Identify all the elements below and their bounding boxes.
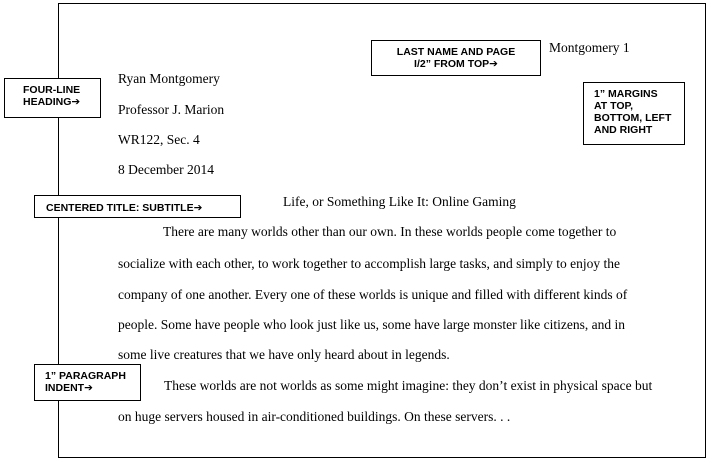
arrow-right-icon: ➔ — [71, 96, 81, 108]
callout-text: INDENT — [45, 382, 85, 394]
callout-centered-title — [34, 195, 241, 218]
callout-text: AND RIGHT — [594, 124, 653, 136]
heading-instructor: Professor J. Marion — [118, 102, 225, 117]
callout-text: AT TOP, — [594, 100, 634, 112]
heading-course: WR122, Sec. 4 — [118, 132, 200, 147]
callout-last-name-page — [371, 40, 541, 76]
arrow-right-icon: ➔ — [489, 58, 498, 70]
heading-author: Ryan Montgomery — [118, 71, 220, 86]
callout-text: HEADING — [23, 96, 72, 108]
callout-text: 1” MARGINS — [594, 88, 658, 100]
body-line: company of one another. Every one of these worlds is unique and filled with different kinds of — [118, 287, 628, 302]
arrow-right-icon: ➔ — [84, 382, 93, 394]
callout-text: 1” PARAGRAPH — [45, 370, 126, 382]
callout-paragraph-indent — [34, 364, 141, 401]
callout-text: BOTTOM, LEFT — [594, 112, 672, 124]
callout-text: I/2” FROM TOP — [414, 58, 490, 70]
callout-margins — [583, 82, 685, 145]
body-line: These worlds are not worlds as some might imagine: they don’t exist in physical space but — [164, 378, 653, 393]
body-line: on huge servers housed in air-conditioned buildings. On these servers. . . — [118, 409, 511, 424]
callout-text: FOUR-LINE — [23, 84, 81, 96]
body-line: There are many worlds other than our own. In these worlds people come together to — [163, 224, 617, 239]
body-line: some live creatures that we have only heard about in legends. — [118, 347, 450, 362]
page-header: Montgomery 1 — [549, 40, 630, 55]
body-line: socialize with each other, to work together to accomplish large tasks, and simply to enjoy the — [118, 256, 620, 271]
callout-text: LAST NAME AND PAGE — [396, 46, 516, 58]
paper-title: Life, or Something Like It: Online Gaming — [283, 194, 516, 209]
body-line: people. Some have people who look just like us, some have large monster like citizens, and in — [118, 317, 626, 332]
heading-date: 8 December 2014 — [118, 162, 214, 177]
callout-text: CENTERED TITLE: SUBTITLE — [46, 202, 194, 214]
arrow-right-icon: ➔ — [193, 202, 203, 214]
callout-four-line-heading — [4, 78, 101, 118]
